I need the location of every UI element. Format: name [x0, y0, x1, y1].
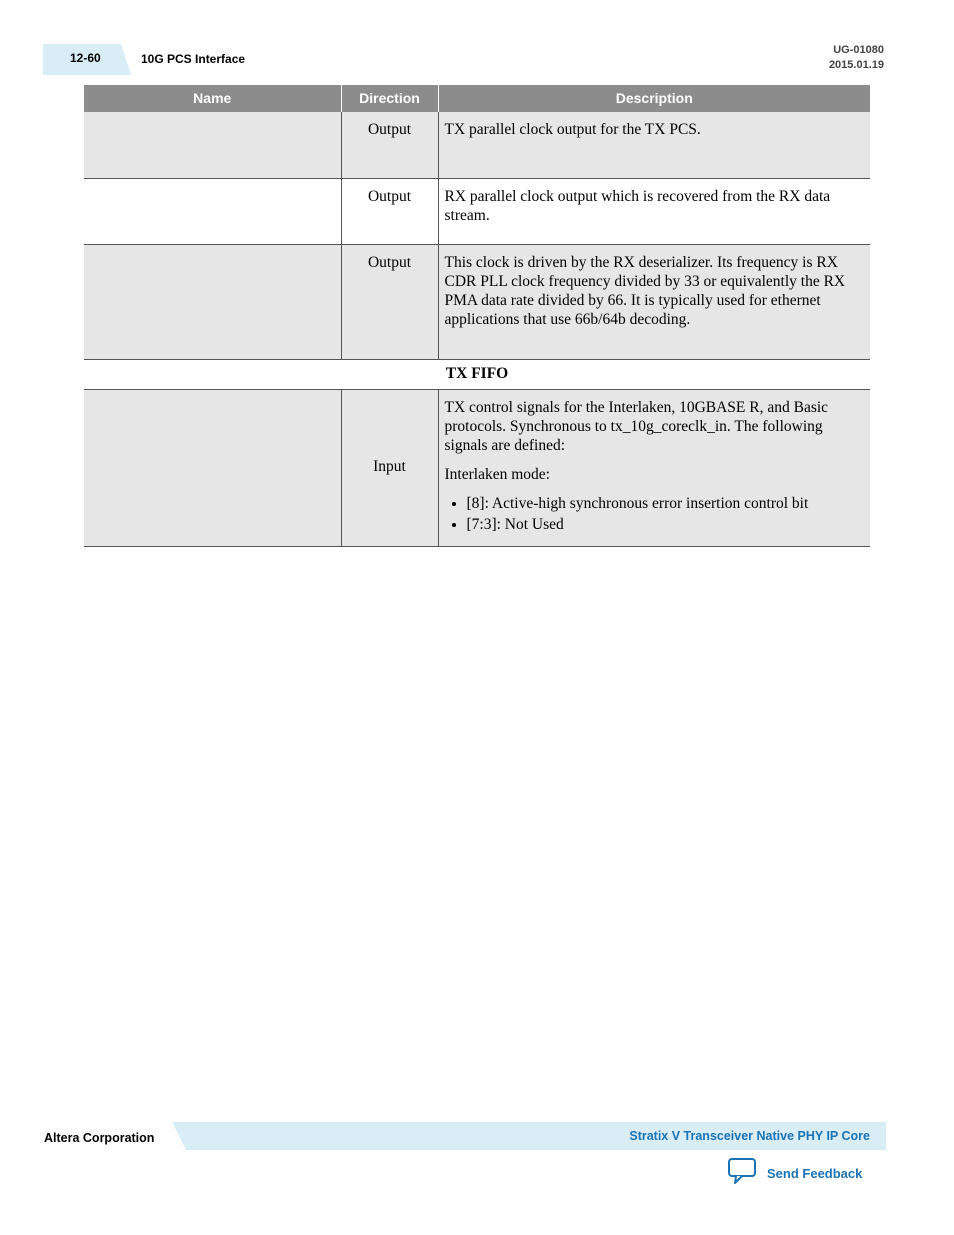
signal-description-cell: RX parallel clock output which is recovered from the RX data stream.	[438, 178, 870, 244]
doc-info	[829, 43, 884, 73]
signal-name-cell	[84, 112, 341, 178]
column-header-description: Description	[438, 85, 870, 112]
footer-company: Altera Corporation	[44, 1131, 155, 1145]
page-number: 12-60	[70, 51, 101, 65]
table-row	[84, 389, 870, 546]
doc-date: 2015.01.19	[828, 59, 884, 71]
signal-description-cell	[438, 389, 870, 546]
signal-name-cell	[84, 178, 341, 244]
signal-direction-cell: Input	[341, 389, 438, 546]
column-header-name: Name	[84, 85, 341, 112]
table-row	[84, 244, 870, 359]
table-row	[84, 112, 870, 178]
send-feedback-label: Send Feedback	[767, 1165, 863, 1181]
footer-doc-title[interactable]: Stratix V Transceiver Native PHY IP Core	[629, 1129, 870, 1143]
signal-description-cell: This clock is driven by the RX deserializer. Its frequency is RX CDR PLL clock frequency divided by 33 or equivalently the RX PMA data rate divided by 66. It is typically used for ethernet applications that use 66b/64b decoding.	[438, 244, 870, 359]
section-label-tx-fifo: TX FIFO	[84, 359, 870, 389]
column-header-direction: Direction	[341, 85, 438, 112]
section-title: 10G PCS Interface	[141, 52, 246, 66]
table-header-row	[84, 85, 870, 112]
signal-table	[84, 85, 870, 547]
signal-direction-cell: Output	[341, 244, 438, 359]
description-bullet-list	[445, 494, 865, 534]
signal-direction-cell: Output	[341, 112, 438, 178]
signal-name-cell	[84, 244, 341, 359]
bullet-item: • [7:3]: Not Used	[467, 515, 865, 534]
signal-description-cell: TX parallel clock output for the TX PCS.	[438, 112, 870, 178]
table-section-row	[84, 359, 870, 389]
send-feedback-link[interactable]	[727, 1158, 862, 1188]
signal-name-cell	[84, 389, 341, 546]
speech-bubble-icon	[727, 1157, 757, 1190]
signal-direction-cell: Output	[341, 178, 438, 244]
doc-id: UG-01080	[833, 44, 884, 56]
table-row	[84, 178, 870, 244]
description-paragraph: Interlaken mode:	[444, 465, 550, 483]
bullet-item: • [8]: Active-high synchronous error insertion control bit	[467, 494, 865, 513]
description-paragraph: TX control signals for the Interlaken, 10GBASE R, and Basic protocols. Synchronous to tx_10g_coreclk_in. The following signals are defined:	[444, 398, 829, 454]
